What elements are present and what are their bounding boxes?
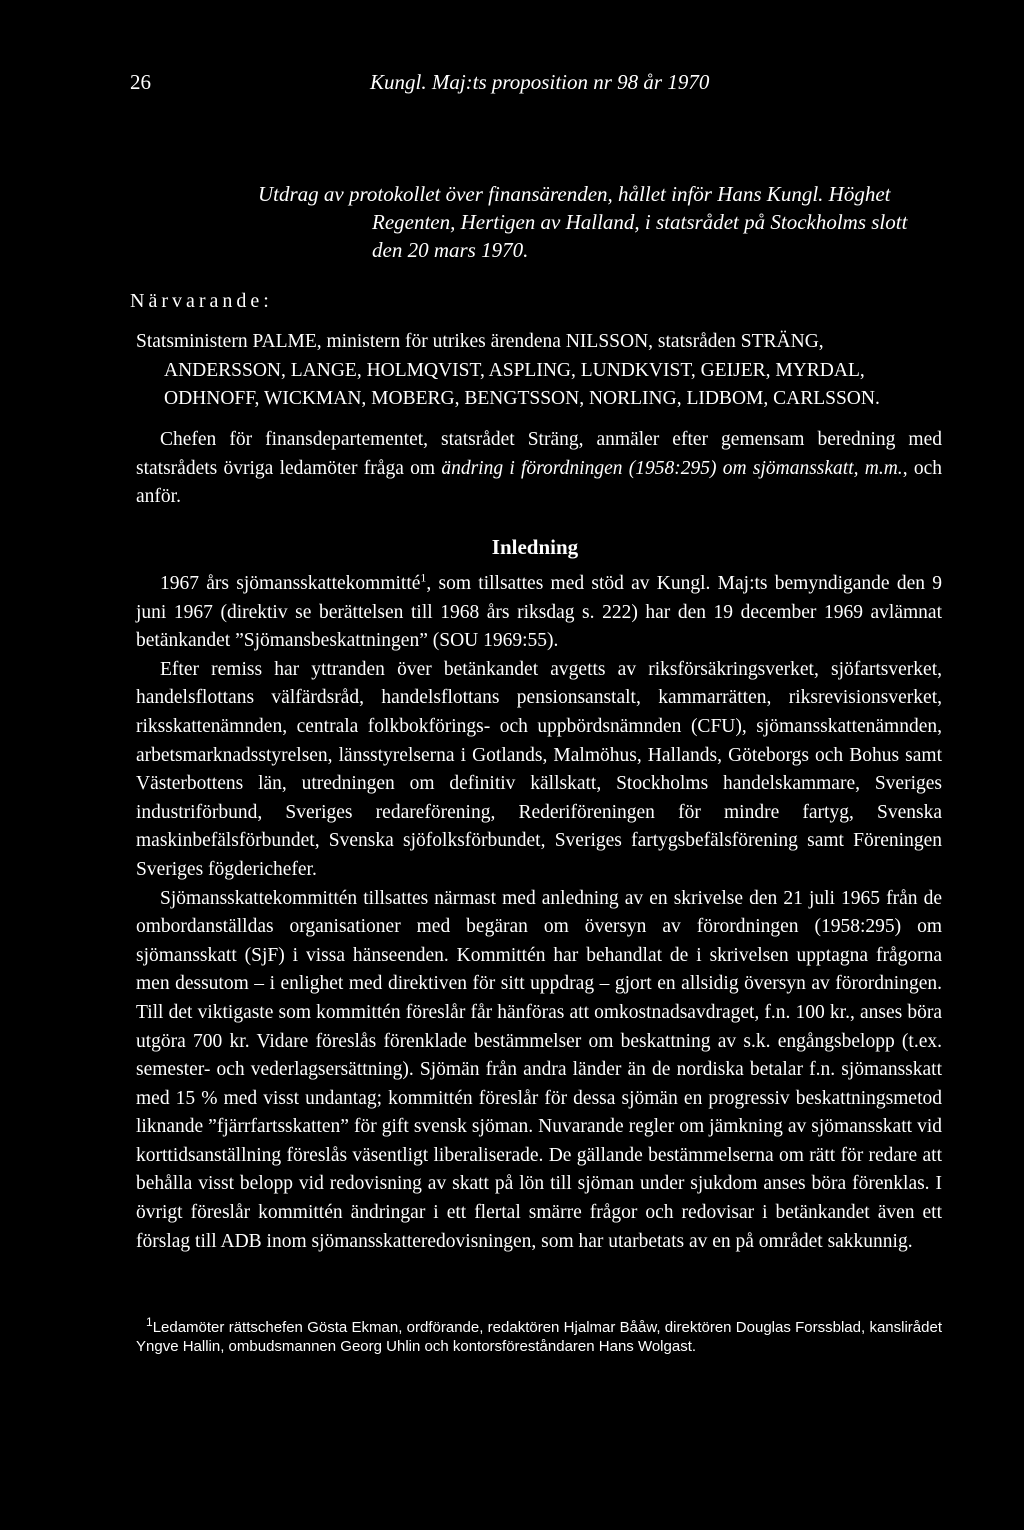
ministers-line-3: ODHNOFF, WICKMAN, MOBERG, BENGTSSON, NORLING, LIDBOM, CARLSSON. — [164, 388, 880, 410]
paragraph-3: Sjömansskattekommittén tillsattes närmast med anledning av en skrivelse den 21 juli 1965 från de ombordanställdas organisationer med begäran om översyn av förordningen (1958:295) om sjömansskatt (SjF) i vissa hänseenden. Kommittén har behandlat de i skrivelsen upptagna frågorna men dessutom – i enlighet med direktiven för sitt uppdrag – gjort en allsidig översyn av förordningen. Till det viktigaste som kommittén föreslår får hänföras att omkostnadsavdraget, f.n. 100 kr., anses böra utgöra 700 kr. Vidare föreslås förenklade bestämmelser om beskattning av s.k. engångsbelopp (t.ex. semester- och vederlagsersättning). Sjömän från andra länder än de nordiska betalar f.n. sjömansskatt med 15 % med visst undantag; kommittén föreslår för dessa sjömän en progressiv beskattningsmetod liknande ”fjärrfartsskatten” för gift svensk sjöman. Nuvarande regler om jämkning av sjömansskatt vid korttidsanställning föreslås väsentligt liberaliserade. De gällande bestämmelserna om rätt för redare att behålla visst belopp vid redovisning av skatt på lön till sjöman under sjukdom anses böra förenklas. I övrigt föreslår kommittén ändringar i ett flertal smärre frågor och redovisar i betänkandet även ett förslag till ADB inom sjömansskatteredovisningen, som har utarbetats av en på området sakkunnig. — [136, 887, 942, 1252]
protocol-extract — [258, 180, 958, 264]
chefen-text: Chefen för finansdepartementet, statsrådet Sträng, anmäler efter gemensam beredning med statsrådets övriga ledamöter fråga om — [136, 429, 942, 479]
paragraph-1-text-cont: , som tillsattes med stöd av Kungl. Maj:ts bemyndigande den 9 juni 1967 (direktiv se berättelsen till 1968 års riksdag s. 222) har den 19 december 1969 avlämnat betänkandet ”Sjömansbeskattningen” (SOU 1969:55). — [136, 573, 942, 652]
footnote-number: 1 — [146, 1315, 153, 1329]
ministers-list — [136, 328, 942, 414]
footnote-text: Ledamöter rättschefen Gösta Ekman, ordförande, redaktören Hjalmar Bååw, direktören Douglas Forssblad, kanslirådet Yngve Hallin, ombudsmannen Georg Uhlin och kontorsföreståndaren Hans Wolgast. — [136, 1319, 942, 1355]
section-heading: Inledning — [491, 535, 579, 559]
extract-line-1: Utdrag av protokollet över finansärenden, hållet inför Hans Kungl. Höghet — [258, 182, 891, 206]
running-header: Kungl. Maj:ts proposition nr 98 år 1970 — [370, 70, 710, 94]
footnote — [136, 1315, 942, 1356]
paragraph-1-text: 1967 års sjömansskattekommitté — [160, 573, 421, 594]
ministers-line-2: ANDERSSON, LANGE, HOLMQVIST, ASPLING, LUNDKVIST, GEIJER, MYRDAL, — [164, 359, 865, 381]
paragraph-2: Efter remiss har yttranden över betänkandet avgetts av riksförsäkringsverket, sjöfartsverket, handelsflottans välfärdsråd, handelsflottans pensionsanstalt, kammarrätten, riksrevisionsverket, riksskattenämnden, centrala folkbokförings- och uppbördsnämnden (CFU), sjömansskattenämnden, arbetsmarknadsstyrelsen, länsstyrelserna i Gotlands, Malmöhus, Hallands, Göteborgs och Bohus samt Västerbottens län, utredningen om definitiv källskatt, Stockholms handelskammare, Sveriges industriförbund, Sveriges redareförening, Rederiföreningen för mindre fartyg, Svenska maskinbefälsförbundet, Svenska sjöfolksförbundet, Sveriges fartygsbefälsförening samt Föreningen Sveriges fögderichefer. — [136, 658, 942, 880]
present-label: Närvarande: — [130, 290, 273, 312]
introductory-paragraph — [136, 426, 942, 512]
paragraph-1 — [136, 570, 942, 656]
chefen-end: , och anför. — [136, 457, 942, 508]
body-text — [136, 570, 942, 1256]
page-number: 26 — [130, 70, 151, 94]
chefen-subject: ändring i förordningen (1958:295) om sjömansskatt, m.m. — [441, 457, 903, 479]
extract-line-2: Regenten, Hertigen av Halland, i statsrådet på Stockholms slott — [372, 210, 908, 234]
footnote-marker: 1 — [420, 570, 427, 585]
extract-line-3: den 20 mars 1970. — [372, 238, 529, 262]
ministers-line-1: Statsministern PALME, ministern för utrikes ärendena NILSSON, statsråden STRÄNG, — [136, 331, 824, 352]
